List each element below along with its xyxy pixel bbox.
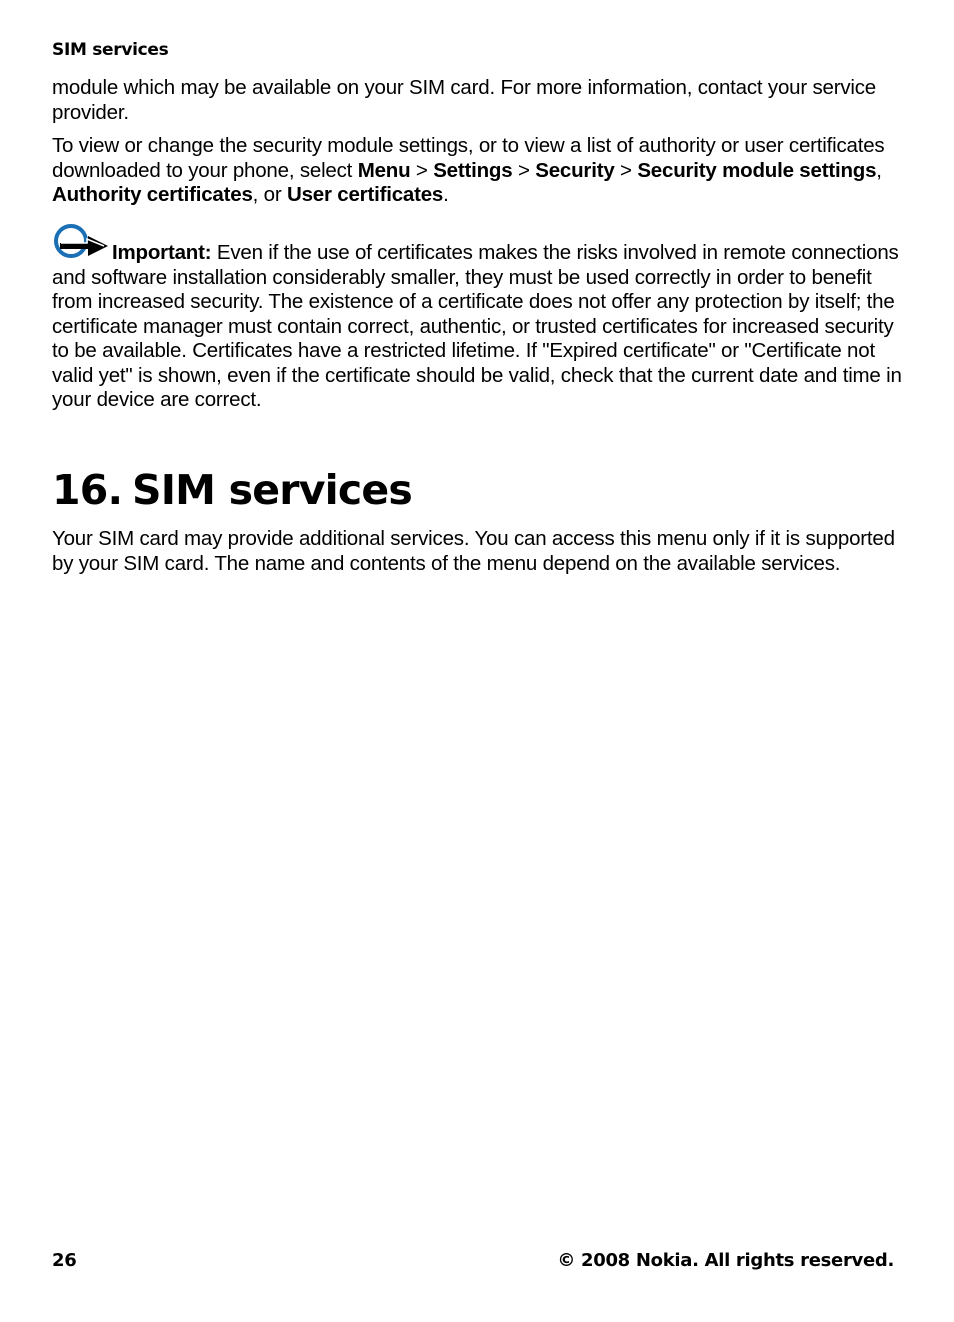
important-text: Even if the use of certificates makes the risks involved in remote connections and software installation considerably smaller, they must be used correctly in order to benefit from increased security. The existence of a certificate does not offer any protection by itself; the certificate manager must contain correct, authentic, or trusted certificates for increased security to be available. Certificates have a restricted lifetime. If "Expired certificate" or "Certificate not valid yet" is shown, even if the certificate should be valid, check that the current date and time in your device are correct. xyxy=(52,241,902,411)
path-separator: > xyxy=(410,158,434,182)
important-label: Important: xyxy=(112,241,212,264)
menu-path-authority-certificates: Authority certificates xyxy=(52,183,253,206)
paragraph-sim-services: Your SIM card may provide additional services. You can access this menu only if it is supported by your SIM card. The name and contents of the menu depend on the available services. xyxy=(52,527,895,575)
menu-path-security-module-settings: Security module settings xyxy=(637,158,877,182)
chapter-heading xyxy=(52,466,412,514)
page-number: 26 xyxy=(52,1250,77,1271)
chapter-title: SIM services xyxy=(132,466,412,514)
paragraph-continued: module which may be available on your SIM card. For more information, contact your service provider. xyxy=(52,76,877,124)
paragraph-intro: To view or change the security module settings, or to view a list of authority or user certificates downloaded to your phone, select xyxy=(52,134,885,182)
menu-path-user-certificates: User certificates xyxy=(286,183,444,206)
important-note xyxy=(52,222,902,413)
menu-path-menu: Menu xyxy=(357,158,411,182)
running-header: SIM services xyxy=(52,40,169,60)
menu-path-settings: Settings xyxy=(433,158,513,182)
path-separator: > xyxy=(614,158,638,182)
important-arrow-icon xyxy=(52,222,110,262)
chapter-number: 16. xyxy=(52,466,123,514)
copyright-notice: © 2008 Nokia. All rights reserved. xyxy=(557,1250,894,1271)
paragraph-security-settings xyxy=(52,134,902,208)
punctuation: , or xyxy=(252,183,287,206)
menu-path-security: Security xyxy=(535,158,615,182)
punctuation: . xyxy=(443,183,449,206)
path-separator: > xyxy=(512,158,536,182)
punctuation: , xyxy=(876,158,882,182)
